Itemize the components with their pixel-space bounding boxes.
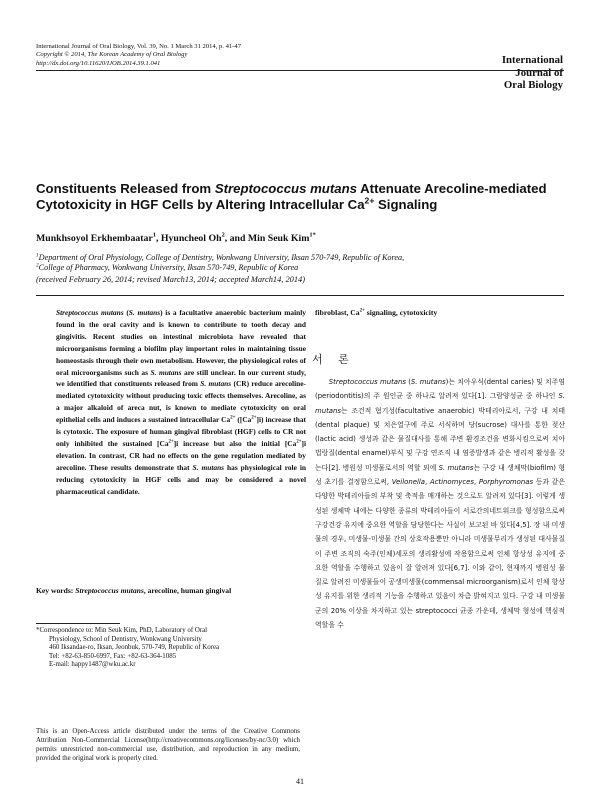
abstract-text: ]i increase but also the initial [Ca [173, 438, 297, 448]
doi-line[interactable]: http://dx.doi.org/10.11620/IJOB.2014.39.1.041 [36, 59, 161, 67]
body-species: S. mutans [315, 392, 565, 415]
abstract-text: ( [123, 308, 129, 317]
affiliation-1 [36, 253, 404, 263]
body-genus: Porphyromonas [478, 478, 534, 487]
page-number: 41 [296, 777, 304, 786]
section-heading-introduction: 서 론 [312, 353, 355, 366]
body-text: )는 치아우식(dental caries) 및 치주염(periodontitis)의 주 원인균 중 하나로 알려져 있다[1]. 그람양성균 중 하나인 [315, 378, 565, 401]
citation-header [36, 43, 241, 68]
abstract-superscript: 2+ [230, 415, 236, 421]
license-notice: This is an Open-Access article distributed under the terms of the Creative Commons Attribution Non-Commercial License(http://creativecommons.org/licenses/by-nc/3.0) which permits unrestricted non-commercial use, distribution, and reproduction in any medium, provided the original work is properly cited. [36, 728, 300, 762]
affiliation-text: Department of Oral Physiology, College of Dentistry, Wonkwang University, Iksan 570-749, Republic of Korea, [38, 253, 405, 262]
keywords-label: Key words: [36, 586, 76, 595]
abstract-text: ]i) increase that is cytotoxic. The exposure of human gingival fibroblast (HGF) cells to CR not only inhibited the sustained [Ca [56, 415, 307, 448]
correspondence-footnote [36, 627, 306, 670]
body-species: S. mutans [410, 378, 446, 386]
keywords-text: fibroblast, Ca [315, 308, 360, 317]
author-affiliation-mark: 1* [309, 231, 316, 239]
keywords-continued [315, 307, 565, 318]
title-species: Streptococcus mutans [214, 181, 357, 196]
abstract-species: S. mutans [128, 308, 161, 317]
body-genus: Veilonella [391, 478, 426, 487]
footnote-line: *Correspondence to: Min Seuk Kim, PhD, Laboratory of Oral [36, 627, 208, 634]
abstract-text: ]i elevation. In contrast, CR had no effects on the gene regulation mediated by arecoline. These results demonstrate that [56, 438, 306, 472]
header-divider [36, 70, 564, 71]
body-species: Streptococcus mutans [328, 378, 406, 386]
journal-name-line: Oral Biology [503, 79, 563, 91]
abstract-species: S. mutans [200, 379, 232, 389]
abstract-text: (CR) reduce arecoline-mediated cytotoxicity without producing toxic effects themselves. Arecoline, as a major alkaloid of areca nut, is known to mediate cytotoxicity on oral epithelial cells and induces a sustained intracellular Ca [56, 379, 307, 425]
introduction-body [315, 375, 565, 632]
author-list [36, 233, 316, 244]
abstract-species: S. mutans [150, 367, 182, 377]
affiliation-text: College of Pharmacy, Wonkwang University, Iksan 570-749, Republic of Korea [38, 263, 299, 273]
abstract-species: Streptococcus mutans [56, 308, 124, 317]
affiliation-mark: 1 [36, 252, 39, 259]
body-genus: Actinomyces [429, 478, 474, 487]
body-text: , [474, 478, 479, 487]
affiliation-2 [36, 263, 404, 273]
keywords-superscript: 2+ [359, 308, 365, 314]
body-text: 는 구강 내 생체막(biofilm) 형성 초기를 결정함으로써, [315, 463, 566, 487]
section-divider [36, 295, 564, 296]
body-text: ( [405, 378, 411, 386]
author-name: Munkhsoyol Erkhembaatar [36, 233, 153, 244]
abstract-superscript: 2+ [168, 439, 174, 445]
footnote-line: 460 Iksandae-ro, Iksan, Jeonbuk, 570-749, Republic of Korea [49, 644, 220, 651]
keyword-species: Streptococcus mutans [75, 586, 144, 595]
article-title [36, 181, 564, 213]
body-text: 는 조건적 혐기성(facultative anaerobic) 박테리아로서, 구강 내 치태(dental plaque) 및 치은열구에 주로 서식하며 당(sucrose) 대사를 통한 젖산(lactic acid) 생성과 같은 물질대사를 통해 주변 환경조건을 변화시킴으로써 치아법랑질(dental enamel)부식 및 구강 연조직 내 염증발생과 같은 병리적 활성을 갖는다[2]. 병원성 미생물로서의 역할 외에 [315, 406, 565, 472]
affiliation-mark: 2 [36, 262, 39, 269]
author-affiliation-mark: 2 [221, 231, 225, 239]
abstract-superscript: 2+ [296, 439, 302, 445]
abstract-text: ([Ca [235, 415, 252, 425]
title-text: Constituents Released from [36, 181, 215, 196]
footnote-line: Tel: +82-63-850-6997, Fax: +82-63-364-1085 [49, 652, 177, 660]
title-superscript: 2+ [364, 195, 375, 206]
author-name: , and Min Seuk Kim [224, 233, 310, 244]
footnote-divider [36, 623, 120, 624]
copyright-line: Copyright © 2014, The Korean Academy of Oral Biology [36, 51, 188, 59]
body-text: 등과 같은 다양한 박테리아들의 부착 및 축적을 매개하는 것으로도 알려져 있다[3]. 이렇게 생성된 생체막 내에는 다양한 종류의 박테리아들이 서로간의네트워크를 형성함으로써 구강건강 유지에 중요한 역할을 담당한다는 사실이 보고된 바 있다[4,5]. 장 내 미생물의 경우, 미생물-미생물 간의 상호작용뿐만 아니라 미생물무리가 생성된 대사물질이 주변 조직의 숙주(인체)세포의 생리활성에 작용함으로써 인체 항상성 유지에 중요한 역할을 수행하고 있음이 잘 알려져 있다[6,7]. 이와 같이, 현재까지 병원성 물질로 알려진 미생물들이 공생미생물(commensal microorganism)로서 인체 항상성 유지를 위한 생리적 기능을 수행하고 있음이 차츰 밝혀지고 있다. 구강 내 미생물 군의 20% 이상을 차지하고 있는 streptococci 균종 가운데, 생체막 형성에 핵심적 역할을 수 [315, 478, 565, 630]
body-text: , [425, 478, 430, 487]
email-link[interactable]: E-mail: happy1487@wku.ac.kr [49, 661, 136, 668]
abstract-text: ) is a facultative anaerobic bacterium mainly found in the oral cavity and is known to contribute to tooth decay and gingivitis. Recent studies on intestinal microbiota have revealed that microorganisms forming a biofilm play important roles in maintaining tissue homeostasis through their own metabolism. However, the physiological roles of oral microorganisms such as [56, 308, 306, 377]
abstract-text: are still unclear. In our current study, we identified that constituents released from [56, 367, 306, 389]
abstract-text: has physiological role in reducing cytotoxicity in HGF cells and may be considered a novel pharmaceutical candidate. [56, 462, 306, 496]
keywords-text: , arecoline, human gingival [143, 586, 232, 595]
journal-name-line: Journal of [515, 66, 563, 79]
journal-name-line: International [501, 54, 563, 66]
keywords-text: signaling, cytotoxicity [364, 308, 438, 317]
body-species: S. mutans [438, 463, 474, 472]
abstract [56, 307, 306, 498]
affiliations [36, 253, 404, 274]
keywords [36, 585, 306, 596]
citation-line: International Journal of Oral Biology, Vol. 39, No. 1 March 31 2014, p. 41-47 [36, 43, 241, 50]
journal-name [473, 54, 563, 92]
abstract-species: S. mutans [192, 462, 225, 472]
author-name: , Hyuncheol Oh [155, 233, 222, 244]
footnote-line: Physiology, School of Dentistry, Wonkwang University [49, 635, 202, 643]
abstract-superscript: 2+ [251, 415, 257, 421]
received-dates: (received February 26, 2014; revised March13, 2014; accepted March14, 2014) [36, 275, 305, 284]
title-text: Signaling [374, 197, 438, 212]
title-text: Attenuate Arecoline-mediated Cytotoxicity in HGF Cells by Altering Intracellular Ca [36, 181, 547, 212]
author-affiliation-mark: 1 [152, 231, 156, 239]
